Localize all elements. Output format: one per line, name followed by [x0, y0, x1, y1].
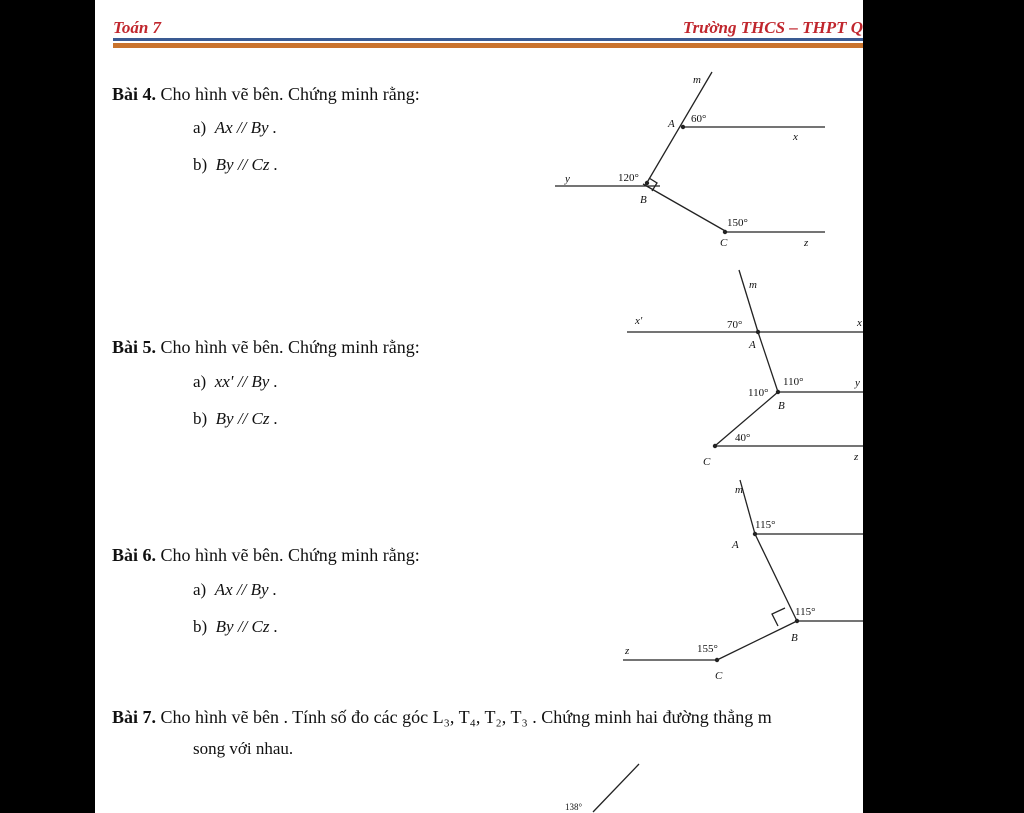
- exercise-7-label: Bài 7.: [112, 707, 157, 727]
- label-B: B: [791, 632, 798, 644]
- label-C: C: [703, 456, 711, 468]
- label-B: B: [778, 400, 785, 412]
- label-A: A: [732, 539, 739, 551]
- exercise-5-prompt: Cho hình vẽ bên. Chứng minh rằng:: [160, 337, 420, 357]
- label-z: z: [625, 645, 630, 657]
- exercise-6-prompt: Cho hình vẽ bên. Chứng minh rằng:: [160, 545, 420, 565]
- label-y: y: [565, 173, 570, 185]
- label-z: z: [854, 451, 859, 463]
- exercise-7-line2: song với nhau.: [193, 739, 294, 758]
- exercise-6-item-a: a) Ax // By .: [193, 580, 278, 599]
- label-m: m: [693, 74, 701, 86]
- label-angle-110-left: 110°: [748, 387, 769, 399]
- exercise-4-heading: [112, 84, 420, 105]
- label-angle-138: 138°: [565, 802, 583, 812]
- label-C: C: [720, 237, 728, 249]
- figure-exercise-6: [615, 474, 863, 694]
- label-angle-115-bottom: 115°: [795, 606, 816, 618]
- label-B: B: [640, 194, 647, 206]
- label-x: x: [857, 317, 862, 329]
- document-page: [95, 0, 863, 813]
- label-x: x: [793, 131, 798, 143]
- label-m: m: [735, 484, 743, 496]
- exercise-6-label: Bài 6.: [112, 545, 157, 565]
- label-angle-40: 40°: [735, 432, 751, 444]
- label-x-prime: x': [635, 315, 643, 327]
- header-school: Trường THCS – THPT Q: [682, 18, 863, 37]
- label-angle-120: 120°: [618, 172, 639, 184]
- exercise-5-label: Bài 5.: [112, 337, 157, 357]
- exercise-5-heading: [112, 337, 420, 358]
- exercise-4-item-b: b) By // Cz .: [193, 155, 279, 174]
- figure-exercise-4: [535, 60, 855, 260]
- label-y: y: [855, 377, 860, 389]
- exercise-7-prompt: Cho hình vẽ bên . Tính số đo các góc L₃, T₄, T₂, T₃ . Chứng minh hai đường thẳng m: [160, 707, 772, 727]
- label-angle-150: 150°: [727, 217, 748, 229]
- exercise-6-heading: [112, 545, 420, 566]
- exercise-4-item-a: a) Ax // By .: [193, 118, 278, 137]
- figure-exercise-7: [555, 760, 655, 813]
- label-A: A: [749, 339, 756, 351]
- label-angle-155: 155°: [697, 643, 718, 655]
- label-angle-115-top: 115°: [755, 519, 776, 531]
- header-subject: Toán 7: [113, 18, 162, 37]
- figure-exercise-5: [615, 262, 863, 480]
- exercise-4-prompt: Cho hình vẽ bên. Chứng minh rằng:: [160, 84, 420, 104]
- label-C: C: [715, 670, 723, 682]
- exercise-7-heading: [112, 707, 772, 728]
- exercise-4-label: Bài 4.: [112, 84, 157, 104]
- label-A: A: [668, 118, 675, 130]
- header-rule-blue: [113, 38, 863, 41]
- label-z: z: [804, 237, 809, 249]
- exercise-5-item-a: a) xx' // By .: [193, 372, 278, 391]
- label-angle-70: 70°: [727, 319, 743, 331]
- header-rule-orange: [113, 43, 863, 48]
- label-angle-60: 60°: [691, 113, 707, 125]
- label-m: m: [749, 279, 757, 291]
- exercise-6-item-b: b) By // Cz .: [193, 617, 279, 636]
- label-angle-110-right: 110°: [783, 376, 804, 388]
- exercise-5-item-b: b) By // Cz .: [193, 409, 279, 428]
